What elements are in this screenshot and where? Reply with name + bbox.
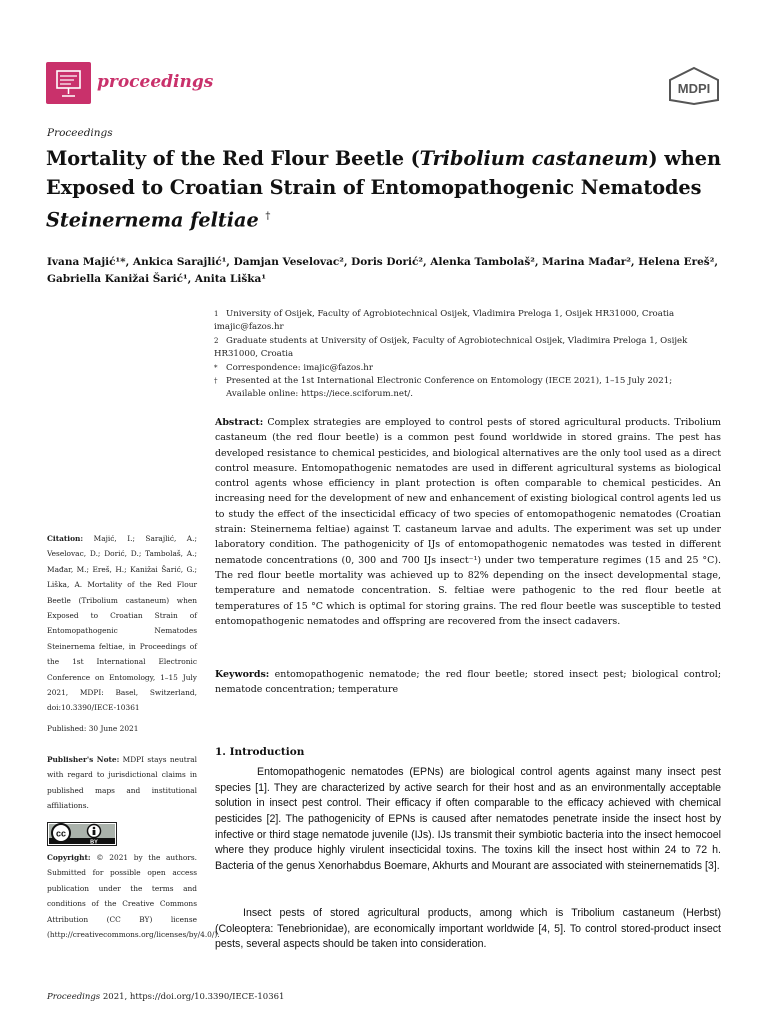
abstract-text: Complex strategies are employed to control pests of stored agricultural products. Tribolium castaneum (the red flour beetle) is a common pest found worldwide in stored grains. The pest has developed resistance to chemical pesticides, and biological alternatives are the only tool used as a direct control measure. Entomopathogenic nematodes are used in different agricultural systems as biological control agents whose efficiency in plant protection is often comparable to chemical pesticides. An increasing need for the development of new and enhancement of existing biological control agents led us to study the effect of the insecticidal efficacy of two species of entomopathogenic nematodes (Croatian strain: Steinernema feltiae) against T. castaneum larvae and adults. The experiment was set up under laboratory condition. The pathogenicity of IJs of entomopathogenic nematodes was tested in different nematode concentrations (0, 300 and 700 IJs insect⁻¹) under two temperature regimes (15 and 25 °C). The red flour beetle mortality was achieved up to 82% depending on the insect developmental stage, temperature and nematode concentration. S. feltiae were pathogenic to the red flour beetle at temperatures of 15 °C which is optimal for storing grains. The red flour beetle was susceptible to tested entomopathogenic nematodes and offspring are recovered from the insect cadavers. [215,417,722,627]
footer-text: 2021, https://doi.org/10.3390/IECE-10361 [102,992,285,1002]
affiliation-2-cont: HR31000, Croatia [214,349,294,359]
section-label: Proceedings [47,127,113,139]
copyright [47,850,220,942]
cc-text: cc [55,828,67,839]
keywords-label: Keywords: [215,669,270,680]
copyright-text: © 2021 by the authors. Submitted for possible open access publication under the terms and conditions of the Creative Commons Attribution (CC BY) license (http://creativecommons.org/licenses/by/4.0/). [47,853,220,940]
introduction-paragraph-2: Insect pests of stored agricultural products, among which is Tribolium castaneum (Herbst) (Coleoptera: Tenebrionidae), are economically important worldwide [4, 5]. To control stored-product insect pests, several aspects should be taken into consideration. [215,907,721,951]
journal-logo-icon [46,62,91,104]
title-part2: ) when Exposed to Croatian Strain of Entomopathogenic Nematodes [46,147,721,199]
footer-journal: Proceedings [47,992,101,1002]
introduction-heading: 1. Introduction [215,746,305,758]
publisher-note [47,752,197,814]
cc-by-text: BY [90,839,98,846]
mdpi-logo-text: MDPI [677,81,711,96]
abstract [215,415,721,629]
paper-title [46,144,736,234]
title-species: Tribolium castaneum [419,147,649,170]
copyright-label: Copyright: [47,853,91,862]
publisher-note-label: Publisher's Note: [47,755,120,764]
page-footer [47,992,284,1002]
abstract-label: Abstract: [215,417,264,428]
citation [47,531,197,716]
citation-label: Citation: [47,534,84,543]
affiliation-1-email: imajic@fazos.hr [214,322,284,332]
keywords-text: entomopathogenic nematode; the red flour beetle; stored insect pest; biological control; nematode concentration; temperature [215,669,722,696]
author-line-1: Ivana Majić¹*, Ankica Sarajlić¹, Damjan Veselovac², Doris Dorić², Alenka Tambolaš², Marina Mađar², Helena Ereš², [47,256,718,268]
available-online: Available online: https://iece.sciforum.net/. [226,389,414,399]
publisher-note-text: MDPI stays neutral with regard to jurisdictional claims in published maps and institutional affiliations. [47,755,197,811]
journal-name: proceedings [97,72,214,92]
mdpi-logo-icon [666,66,722,106]
citation-text: Majić, I.; Sarajlić, A.; Veselovac, D.; Dorić, D.; Tambolaš, A.; Mađar, M.; Ereš, H.; Kanižai Šarić, G.; Liška, A. Mortality of the Red Flour Beetle (Tribolium castaneum) when Exposed to Croatian Strain of Entomopathogenic Nematodes Steinernema feltiae, in Proceedings of the 1st International Electronic Conference on Entomology, 1–15 July 2021, MDPI: Basel, Switzerland, doi:10.3390/IECE-10361 [47,534,197,713]
affiliation-2: 2 Graduate students at University of Osijek, Faculty of Agrobiotechnical Osijek, Vladimira Preloga 1, Osijek [214,336,688,346]
correspondence: * Correspondence: imajic@fazos.hr [214,363,373,373]
author-line-2: Gabriella Kanižai Šarić¹, Anita Liška¹ [47,273,266,285]
keywords [215,667,721,698]
presented-note: † Presented at the 1st International Electronic Conference on Entomology (IECE 2021), 1–15 July 2021; [214,376,673,386]
title-nematode: Steinernema feltiae [46,208,259,232]
author-list [47,254,737,288]
affiliation-1: 1 University of Osijek, Faculty of Agrobiotechnical Osijek, Vladimira Preloga 1, Osijek HR31000, Croatia [214,309,675,319]
published-date: Published: 30 June 2021 [47,724,139,733]
title-part1: Mortality of the Red Flour Beetle ( [46,147,420,170]
introduction-paragraph-1: Entomopathogenic nematodes (EPNs) are biological control agents against many insect pest species [1]. They are characterized by active search for their host and as an environmentally acceptable solution in insect pest control. Their efficacy if often comparable to the efficacy achieved with chemical pesticides [2]. The pathogenicity of EPNs is caused after nematodes penetrate inside the insect host by infective or third stage nematode juvenile (IJs). IJs transmit their symbiotic bacteria into the insect hemocoel where they produce highly virulent insecticidal toxins. The toxins kill the insect host within 24 to 72 h. Bacteria of the genus Xenorhabdus Boemare, Akhurts and Mourant are associated with steinernematids [3]. [215,766,721,872]
cc-by-license-icon[interactable] [47,822,117,846]
title-dagger: † [265,211,271,222]
